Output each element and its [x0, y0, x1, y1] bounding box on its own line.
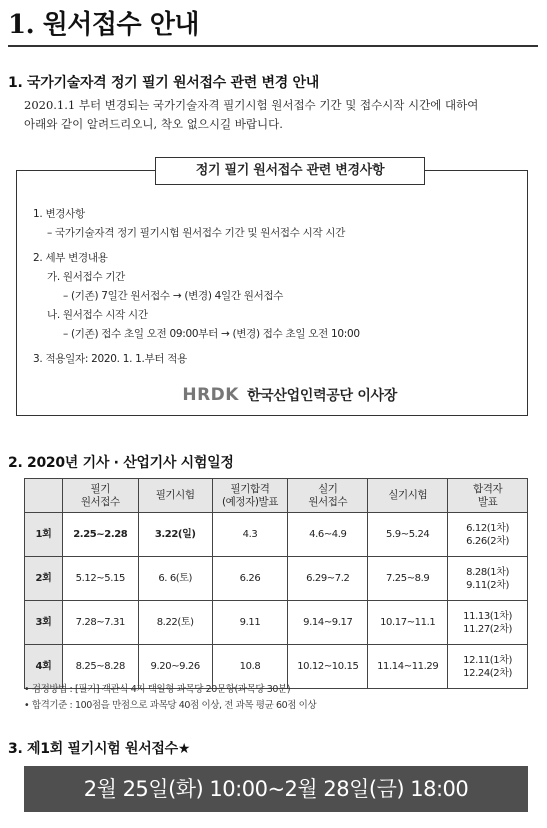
- schedule-notes: [24, 682, 316, 714]
- table-cell: 9.14~9.17: [288, 601, 368, 645]
- notice-line: 1. 변경사항: [33, 208, 85, 220]
- header-cell: 실기시험: [368, 479, 448, 513]
- notice-line: 3. 적용일자: 2020. 1. 1.부터 적용: [33, 353, 187, 365]
- notice-line: – 국가기술자격 정기 필기시험 원서접수 기간 및 원서접수 시작 시간: [47, 227, 346, 239]
- header-cell: 합격자 발표: [448, 479, 528, 513]
- intro-paragraph: [24, 96, 534, 134]
- table-cell: 7.28~7.31: [62, 601, 138, 645]
- notice-line: 나. 원서접수 시작 시간: [47, 309, 148, 321]
- notice-line: – (기존) 7일간 원서접수 → (변경) 4일간 원서접수: [63, 290, 284, 302]
- table-cell: 4.3: [212, 513, 288, 557]
- round-cell: 1회: [25, 513, 63, 557]
- section1-heading: 1. 국가기술자격 정기 필기 원서접수 관련 변경 안내: [8, 75, 319, 91]
- notice-line: 가. 원서접수 기간: [47, 271, 126, 283]
- header-cell: 실기 원서접수: [288, 479, 368, 513]
- table-cell: 5.9~5.24: [368, 513, 448, 557]
- application-period-banner: 2월 25일(화) 10:00~2월 28일(금) 18:00: [24, 766, 528, 812]
- table-cell: 10.12~10.15: [288, 645, 368, 689]
- table-cell: 6.12(1차) 6.26(2차): [448, 513, 528, 557]
- table-cell: 2.25~2.28: [62, 513, 138, 557]
- table-cell: 6.29~7.2: [288, 557, 368, 601]
- note-line: • 합격기준 : 100점을 만점으로 과목당 40점 이상, 전 과목 평균 60점 이상: [24, 700, 317, 711]
- hrdk-logo: HRDK: [182, 385, 239, 405]
- section2-heading: 2. 2020년 기사 · 산업기사 시험일정: [8, 455, 234, 471]
- round-cell: 2회: [25, 557, 63, 601]
- section3-heading: 3. 제1회 필기시험 원서접수★: [8, 741, 191, 757]
- table-cell: 3.22(일): [138, 513, 212, 557]
- schedule-table: [24, 478, 528, 689]
- table-cell: 9.20~9.26: [138, 645, 212, 689]
- notice-line: 2. 세부 변경내용: [33, 252, 108, 264]
- intro-line: 2020.1.1 부터 변경되는 국가기술자격 필기시험 원서접수 기간 및 접수시작 시간에 대하여: [24, 98, 479, 112]
- table-cell: 7.25~8.9: [368, 557, 448, 601]
- round-cell: 3회: [25, 601, 63, 645]
- table-cell: 9.11: [212, 601, 288, 645]
- header-cell: 필기 원서접수: [62, 479, 138, 513]
- table-cell: 11.13(1차) 11.27(2차): [448, 601, 528, 645]
- header-cell: 필기시험: [138, 479, 212, 513]
- table-cell: 10.17~11.1: [368, 601, 448, 645]
- table-cell: 6. 6(토): [138, 557, 212, 601]
- signature: [182, 385, 397, 405]
- intro-line: 아래와 같이 알려드리오니, 착오 없으시길 바랍니다.: [24, 117, 283, 131]
- table-cell: 12.11(1차) 12.24(2차): [448, 645, 528, 689]
- notice-box: [16, 163, 528, 416]
- page-title: 1. 원서접수 안내: [8, 4, 538, 47]
- notice-line: – (기존) 접수 초일 오전 09:00부터 → (변경) 접수 초일 오전 10:00: [63, 328, 360, 340]
- table-cell: 10.8: [212, 645, 288, 689]
- notice-body: [33, 205, 511, 369]
- table-cell: 4.6~4.9: [288, 513, 368, 557]
- table-cell: 11.14~11.29: [368, 645, 448, 689]
- table-cell: 8.25~8.28: [62, 645, 138, 689]
- table-cell: 5.12~5.15: [62, 557, 138, 601]
- round-cell: 4회: [25, 645, 63, 689]
- header-cell: [25, 479, 63, 513]
- table-row: [25, 601, 528, 645]
- table-cell: 6.26: [212, 557, 288, 601]
- table-cell: 8.28(1차) 9.11(2차): [448, 557, 528, 601]
- header-cell: 필기합격 (예정자)발표: [212, 479, 288, 513]
- table-header-row: [25, 479, 528, 513]
- table-row: [25, 557, 528, 601]
- notice-title: 정기 필기 원서접수 관련 변경사항: [155, 157, 425, 185]
- note-line: • 검정방법 : [필기] 객관식 4지 택일형 과목당 20문항(과목당 30분): [24, 684, 291, 695]
- table-cell: 8.22(토): [138, 601, 212, 645]
- signature-text: 한국산업인력공단 이사장: [246, 388, 397, 404]
- table-row: [25, 513, 528, 557]
